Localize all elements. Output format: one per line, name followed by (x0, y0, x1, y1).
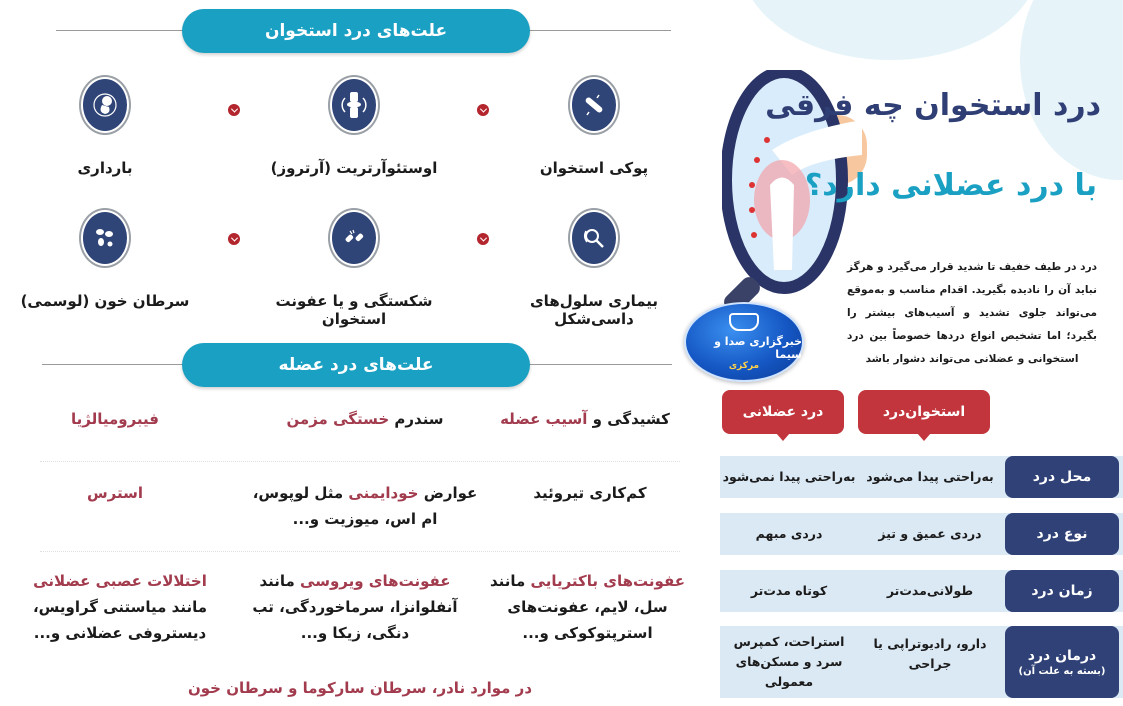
bone-causes-heading: علت‌های درد استخوان (182, 9, 530, 53)
bullet-dot-icon (228, 104, 240, 116)
column-header-muscle: درد عضلانی (722, 390, 844, 434)
cause-osteoarthritis: اوستئوآرتریت (آرتروز) (254, 75, 454, 177)
cause-osteoporosis: پوکی استخوان (494, 75, 694, 177)
cause-pregnancy: بارداری (5, 75, 205, 177)
table-row: درمان درد (بسته به علت آن) دارو، رادیوتراپی یا جراحی استراحت، کمپرس سرد و مسکن‌های معمولی (720, 626, 1123, 698)
bullet-dot-icon (477, 233, 489, 245)
broken-bone-joint-icon (572, 79, 616, 131)
muscle-cause-item: کم‌کاری تیروئید (533, 484, 647, 502)
news-agency-logo: خبرگزاری صدا و سیما مرکزی (684, 302, 804, 382)
cause-leukemia: سرطان خون (لوسمی) (5, 208, 205, 310)
column-header-bone: استخوان‌درد (858, 390, 990, 434)
table-row: زمان درد طولانی‌مدت‌تر کوتاه مدت‌تر (720, 570, 1123, 612)
muscle-cause-item: عفونت‌های ویروسی مانند آنفلوانزا، سرماخوردگی، تب دنگی، زیکا و... (252, 572, 458, 642)
table-row: محل درد به‌راحتی پیدا می‌شود به‌راحتی پیدا نمی‌شود (720, 456, 1123, 498)
bullet-dot-icon (477, 104, 489, 116)
hero-intro-text: درد در طیف خفیف تا شدید قرار می‌گیرد و هرگز نباید آن را نادیده بگیرید. اقدام مناسب و به‌موقع می‌تواند جلوی تشدید و آسیب‌های بیشتر را بگیرد؛ اما تشخیص انواع دردها خصوصاً بین درد استخوانی و عضلانی می‌تواند دشوار باشد (847, 261, 1097, 365)
muscle-cause-item: کشیدگی و آسیب عضله (500, 410, 670, 428)
muscle-cause-item: عوارض خودایمنی مثل لوپوس، ام اس، میوزیت و... (252, 484, 478, 528)
cause-sickle-cell: بیماری سلول‌های داسی‌شکل (494, 208, 694, 328)
hero-title-line2: با درد عضلانی دارد؟ (804, 168, 1097, 203)
fractured-bone-icon (332, 212, 376, 264)
muscle-cause-item: سندرم خستگی مزمن (286, 410, 444, 428)
hero-title-line1: درد استخوان چه فرقی (765, 88, 1101, 123)
blood-cell-magnifier-icon (572, 212, 616, 264)
muscle-cause-item: فیبرومیالژیا (71, 410, 159, 428)
muscle-causes-heading: علت‌های درد عضله (182, 343, 530, 387)
muscle-cause-item: عفونت‌های باکتریایی مانند سل، لایم، عفونت‌های استرپتوکوکی و... (489, 572, 686, 642)
muscle-cause-item: استرس (86, 484, 144, 502)
emblem-icon (729, 313, 759, 331)
muscle-cause-item: اختلالات عصبی عضلانی مانند میاستنی گراویس، دیستروفی عضلانی و... (32, 572, 208, 642)
blood-cells-icon (83, 212, 127, 264)
table-row: نوع درد دردی عمیق و تیز دردی مبهم (720, 513, 1123, 555)
bullet-dot-icon (228, 233, 240, 245)
fetus-icon (83, 79, 127, 131)
rare-causes-note: در موارد نادر، سرطان سارکوما و سرطان خون (187, 679, 533, 697)
cause-fracture-infection: شکستگی و یا عفونت استخوان (254, 208, 454, 328)
knee-joint-icon (332, 79, 376, 131)
